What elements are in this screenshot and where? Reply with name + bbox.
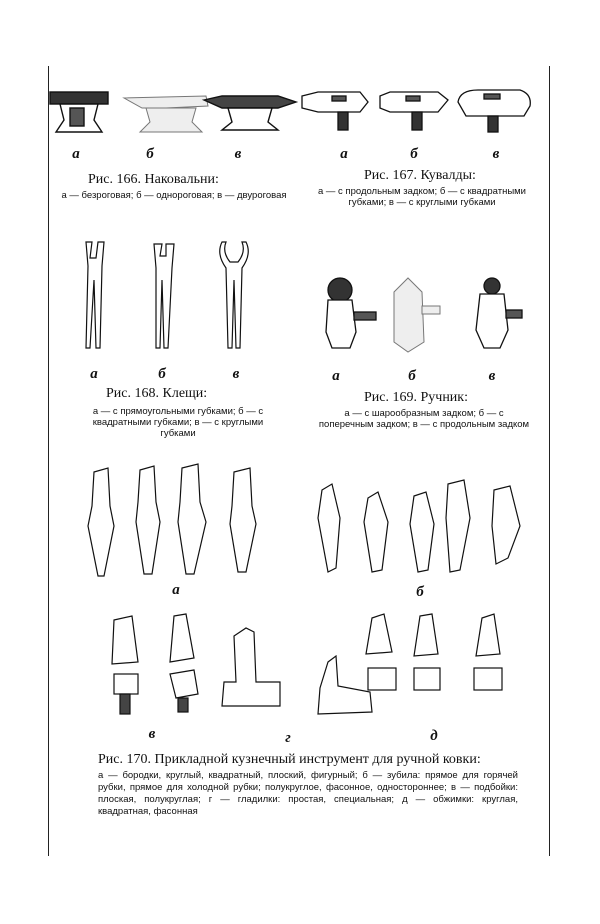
- fig170-label-v: в: [148, 726, 156, 742]
- punch-flat: [178, 464, 206, 574]
- chisel-hot: [318, 484, 340, 572]
- tongs-illustrations: [66, 240, 256, 355]
- fig167-title: Рис. 167. Кувалды:: [364, 168, 476, 183]
- top-swages: [366, 614, 502, 690]
- punch-square: [136, 466, 160, 574]
- fig168-label-a: а: [90, 366, 98, 382]
- fig168-label-b: б: [158, 366, 166, 382]
- fig166-label-b: б: [146, 146, 154, 162]
- fig170-label-g: г: [285, 730, 291, 746]
- chisels-illustrations: [310, 478, 530, 578]
- fig166-caption: а — безроговая; б — однороговая; в — двуроговая: [61, 190, 287, 201]
- tongs-b: [154, 244, 174, 348]
- tongs-v: [220, 242, 249, 348]
- fig169-title: Рис. 169. Ручник:: [364, 390, 468, 405]
- chisel-half-round: [410, 492, 434, 572]
- hand-hammer-a: [326, 278, 376, 348]
- fig169-label-a: а: [332, 368, 340, 384]
- sledgehammer-b: [380, 92, 448, 130]
- anvil-hornless: [50, 92, 108, 132]
- fig169-label-b: б: [408, 368, 416, 384]
- fig170-label-b: б: [416, 584, 424, 600]
- fig169-label-v: в: [488, 368, 496, 384]
- fig170-title: Рис. 170. Прикладной кузнечный инструмент для ручной ковки:: [98, 752, 481, 767]
- sledgehammer-illustrations: [298, 86, 534, 136]
- fig167-caption: а — с продольным задком; б — с квадратными губками; в — с круглыми губками: [317, 186, 526, 208]
- anvil-illustrations: [46, 88, 296, 138]
- punches-illustrations: [82, 462, 272, 582]
- flatters: [222, 628, 372, 714]
- bottom-tools-illustrations: [104, 612, 514, 722]
- tongs-a: [86, 242, 104, 348]
- fig168-label-v: в: [232, 366, 240, 382]
- hand-hammer-illustrations: [306, 272, 526, 362]
- fig170-label-a: а: [172, 582, 180, 598]
- fig170-caption: а — бородки, круглый, квадратный, плоский, фигурный; б — зубила: прямое для горячей рубки, прямое для холодной рубки; полукруглое, фасонное, одностороннее; в — подбойки: плоская, полукруглая; г — гладилки: простая, специальная; д — обжимки: круглая, квадратная, фасонная: [98, 770, 518, 817]
- chisel-shaped: [446, 480, 470, 572]
- fig167-label-v: в: [492, 146, 500, 162]
- fig168-caption: а — с прямоугольными губками; б — с квадратными губками; в — с круглыми губками: [92, 406, 264, 439]
- punch-shaped: [230, 468, 256, 572]
- fig166-label-a: а: [72, 146, 80, 162]
- fig168-title: Рис. 168. Клещи:: [106, 386, 208, 401]
- chisel-cold: [364, 492, 388, 572]
- fig166-title: Рис. 166. Наковальни:: [88, 172, 219, 187]
- sledgehammer-v: [458, 90, 530, 132]
- sledgehammer-a: [302, 92, 368, 130]
- fig166-label-v: в: [234, 146, 242, 162]
- hand-hammer-b: [394, 278, 440, 352]
- anvil-one-horn: [124, 96, 208, 132]
- anvil-two-horn: [204, 96, 296, 130]
- fig170-label-d: д: [430, 728, 438, 744]
- fig167-label-a: а: [340, 146, 348, 162]
- fig167-label-b: б: [410, 146, 418, 162]
- chisel-one-sided: [492, 486, 520, 564]
- hand-hammer-v: [476, 278, 522, 348]
- fig169-caption: а — с шарообразным задком; б — с поперечным задком; в — с продольным задком: [318, 408, 530, 430]
- bottom-swages: [112, 614, 198, 714]
- punch-round: [88, 468, 114, 576]
